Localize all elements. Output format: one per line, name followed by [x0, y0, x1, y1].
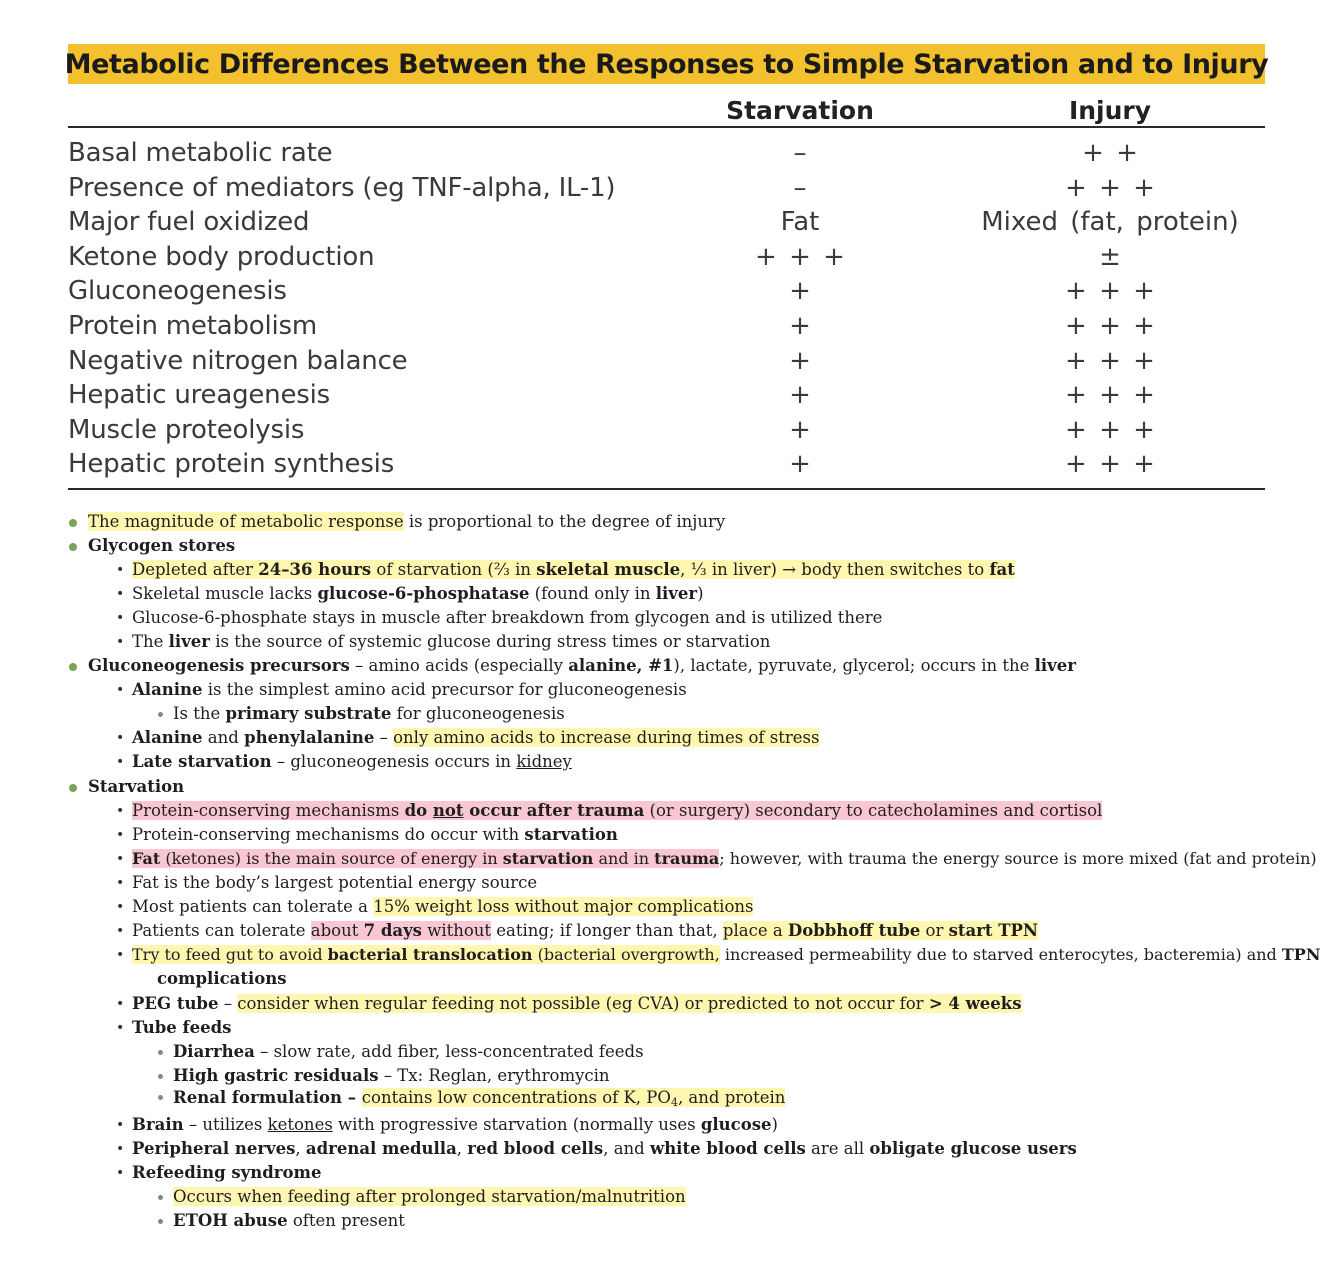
- bullet-grey: [158, 1074, 163, 1079]
- bullet-grey: [158, 1095, 163, 1100]
- cell-injury: + + +: [1065, 449, 1155, 480]
- note-weight-loss: Most patients can tolerate a 15% weight loss without major complications: [132, 897, 754, 916]
- row-label: Ketone body production: [68, 241, 375, 272]
- note-feed-gut: Try to feed gut to avoid bacterial translocation (bacterial overgrowth, increased permeability due to starved enterocytes, bacteremia) and TPN: [132, 945, 1321, 964]
- note-diarrhea: Diarrhea – slow rate, add fiber, less-concentrated feeds: [173, 1042, 644, 1061]
- cell-injury: + + +: [1065, 414, 1155, 445]
- row-label: Gluconeogenesis: [68, 276, 287, 307]
- row-label: Negative nitrogen balance: [68, 345, 408, 376]
- cell-starvation: +: [789, 276, 811, 307]
- cell-starvation: + + +: [755, 241, 845, 272]
- cell-starvation: +: [789, 449, 811, 480]
- column-header-starvation: Starvation: [726, 96, 874, 125]
- bullet-dot: [69, 663, 77, 671]
- bullet-dot: [69, 543, 77, 551]
- note-alanine: Alanine is the simplest amino acid precursor for gluconeogenesis: [132, 680, 687, 699]
- bullet-small: •: [116, 827, 125, 843]
- row-label: Basal metabolic rate: [68, 138, 333, 168]
- note-primary-substrate: Is the primary substrate for gluconeogenesis: [173, 704, 565, 723]
- bullet-small: •: [116, 996, 125, 1012]
- bullet-small: •: [116, 803, 125, 819]
- bullet-small: •: [116, 923, 125, 939]
- bullet-small: •: [116, 610, 125, 626]
- bullet-grey: [158, 1050, 163, 1055]
- note-magnitude: The magnitude of metabolic response is proportional to the degree of injury: [88, 512, 726, 531]
- bullet-small: •: [116, 875, 125, 891]
- note-late-starvation: Late starvation – gluconeogenesis occurs in kidney: [132, 752, 572, 771]
- note-brain: Brain – utilizes ketones with progressive starvation (normally uses glucose): [132, 1115, 778, 1134]
- bullet-small: •: [116, 754, 125, 770]
- note-glycogen-title: Glycogen stores: [88, 536, 236, 555]
- cell-injury: ±: [1099, 241, 1121, 272]
- bullet-small: •: [116, 586, 125, 602]
- note-fat-energy: Fat (ketones) is the main source of energy in starvation and in trauma; however, with trauma the energy source is more mixed (fat and protein): [132, 849, 1317, 868]
- cell-starvation: +: [789, 345, 811, 376]
- note-refeeding-occurs: Occurs when feeding after prolonged starvation/malnutrition: [173, 1187, 686, 1206]
- note-seven-days: Patients can tolerate about 7 days without eating; if longer than that, place a Dobbhoff tube or start TPN: [132, 921, 1039, 940]
- table-bottom-rule: [68, 488, 1265, 490]
- note-protein-conserving-starvation: Protein-conserving mechanisms do occur with starvation: [132, 825, 618, 844]
- cell-injury: Mixed (fat, protein): [981, 207, 1239, 238]
- table-row: [68, 309, 1265, 343]
- note-phenylalanine: Alanine and phenylalanine – only amino acids to increase during times of stress: [132, 728, 820, 747]
- table-row: [68, 344, 1265, 378]
- note-renal-formulation: Renal formulation – contains low concentrations of K, $PO_4$, and protein: [173, 1088, 786, 1109]
- table-top-rule: [68, 126, 1265, 128]
- bullet-small: •: [116, 851, 125, 867]
- note-starvation-title: Starvation: [88, 777, 185, 796]
- bullet-small: •: [116, 682, 125, 698]
- bullet-small: •: [116, 947, 125, 963]
- bullet-grey: [158, 1195, 163, 1200]
- cell-starvation: –: [793, 172, 807, 203]
- cell-injury: + +: [1082, 138, 1138, 168]
- bullet-small: •: [116, 1117, 125, 1133]
- bullet-small: •: [116, 562, 125, 578]
- bullet-small: •: [116, 1141, 125, 1157]
- note-fat-largest: Fat is the body’s largest potential energy source: [132, 873, 538, 892]
- column-header-injury: Injury: [1068, 96, 1152, 125]
- table-title: Metabolic Differences Between the Responses to Simple Starvation and to Injury: [68, 44, 1265, 84]
- note-glycogen-stays: Glucose-6-phosphate stays in muscle after breakdown from glycogen and is utilized there: [132, 608, 883, 627]
- bullet-small: •: [116, 1165, 125, 1181]
- table-row: [68, 378, 1265, 412]
- row-label: Protein metabolism: [68, 311, 317, 341]
- cell-injury: + + +: [1065, 276, 1155, 307]
- cell-injury: + + +: [1065, 345, 1155, 376]
- row-label: Major fuel oxidized: [68, 207, 310, 238]
- cell-starvation: +: [789, 311, 811, 341]
- note-gastric-residuals: High gastric residuals – Tx: Reglan, erythromycin: [173, 1066, 610, 1085]
- bullet-grey: [158, 1219, 163, 1224]
- note-gluconeogenesis: Gluconeogenesis precursors – amino acids (especially alanine, #1), lactate, pyruvate, glycerol; occurs in the liver: [88, 656, 1076, 675]
- table-row: [68, 205, 1265, 239]
- cell-injury: + + +: [1065, 380, 1155, 411]
- table-row: [68, 274, 1265, 308]
- bullet-small: •: [116, 730, 125, 746]
- note-obligate-glucose: Peripheral nerves, adrenal medulla, red blood cells, and white blood cells are all obligate glucose users: [132, 1139, 1077, 1158]
- table-row: [68, 136, 1265, 170]
- table-row: [68, 413, 1265, 447]
- note-protein-conserving-trauma: Protein-conserving mechanisms do not occur after trauma (or surgery) secondary to catecholamines and cortisol: [132, 801, 1103, 820]
- bullet-small: •: [116, 634, 125, 650]
- table-row: [68, 171, 1265, 205]
- table-row: [68, 447, 1265, 481]
- note-glycogen-depleted: Depleted after 24–36 hours of starvation (⅔ in skeletal muscle, ⅓ in liver) → body then switches to fat: [132, 560, 1015, 579]
- note-tube-feeds: Tube feeds: [132, 1018, 232, 1037]
- note-etoh: ETOH abuse often present: [173, 1211, 405, 1230]
- cell-starvation: –: [793, 138, 807, 168]
- row-label: Muscle proteolysis: [68, 414, 305, 445]
- bullet-dot: [69, 784, 77, 792]
- note-peg-tube: PEG tube – consider when regular feeding not possible (eg CVA) or predicted to not occur for > 4 weeks: [132, 994, 1022, 1013]
- cell-starvation: Fat: [780, 207, 820, 238]
- note-feed-gut-cont: complications: [157, 969, 287, 988]
- bullet-small: •: [116, 899, 125, 915]
- table-row: [68, 240, 1265, 274]
- row-label: Presence of mediators (eg TNF-alpha, IL-1): [68, 172, 616, 203]
- cell-starvation: +: [789, 414, 811, 445]
- note-glycogen-g6p: Skeletal muscle lacks glucose-6-phosphatase (found only in liver): [132, 584, 704, 603]
- bullet-grey: [158, 712, 163, 717]
- cell-starvation: +: [789, 380, 811, 411]
- note-refeeding: Refeeding syndrome: [132, 1163, 322, 1182]
- row-label: Hepatic protein synthesis: [68, 449, 395, 480]
- bullet-dot: [69, 519, 77, 527]
- cell-injury: + + +: [1065, 311, 1155, 341]
- note-glycogen-liver: The liver is the source of systemic glucose during stress times or starvation: [132, 632, 771, 651]
- bullet-small: •: [116, 1020, 125, 1036]
- cell-injury: + + +: [1065, 172, 1155, 203]
- row-label: Hepatic ureagenesis: [68, 380, 330, 411]
